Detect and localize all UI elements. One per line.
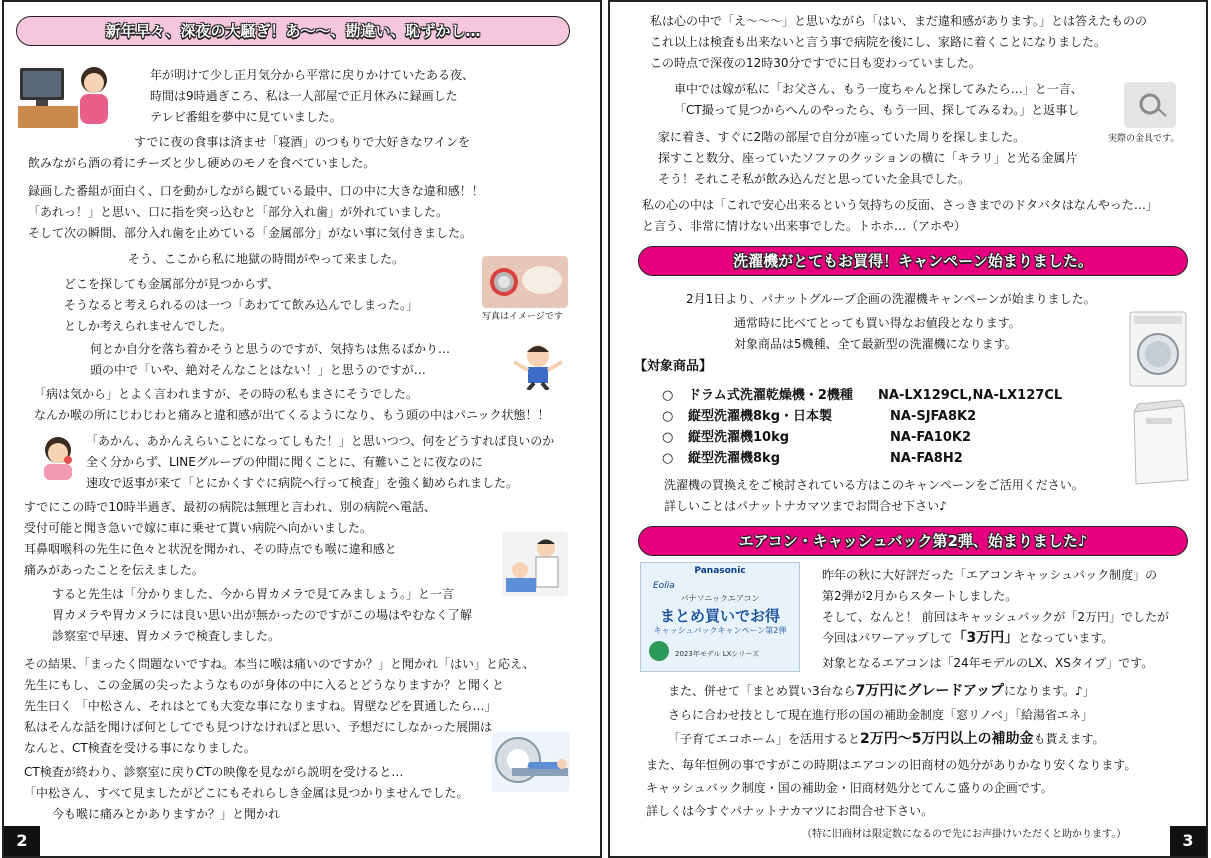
r-p4-line1: 私の心の中は「これで安心出来るという気持ちの反面、さっきまでのドタバタはなんやった…」 [642, 198, 1158, 212]
r-p3-line2: 探すこと数分、座っていたソファのクッションの横に「キラリ」と光る金属片 [658, 151, 1078, 165]
page-number-left: 2 [4, 826, 40, 856]
p1-line3: テレビ番組を夢中に見ていました。 [150, 110, 342, 124]
p11-line4: 私はそんな話を聞けば何としてでも見つけなければと思い、予想だにしなかった展開は [24, 720, 493, 734]
flyer-product: Eolia [653, 581, 675, 591]
r-p3-line3: そう！それこそ私が飲み込んだと思っていた金具でした。 [658, 172, 971, 186]
aircon-title-bar [638, 526, 1188, 556]
p11-line1: その結果、「まったく問題ないですね。本当に喉は痛いのですか？」と聞かれ「はい」と応え、 [24, 657, 535, 671]
product-name: ドラム式洗濯乾燥機・2機種 [688, 388, 853, 403]
p3-line2: 「あれっ！」と思い、口に指を突っ込むと「部分入れ歯」が外れていました。 [28, 205, 449, 219]
product-row [662, 388, 1062, 404]
p9-line2: 受付可能と聞き急いで嫁に車に乗せて貰い病院へ向かいました。 [24, 521, 373, 535]
r-p1-line3: この時点で深夜の12時30分ですでに日も変わっていました。 [650, 56, 981, 70]
washer-cta2: 詳しいことはパナットナカマツまでお問合せ下さい♪ [664, 499, 947, 513]
subsidy-bold: 2万円～5万円以上の補助金 [860, 731, 1034, 747]
bulk-pre: また、併せて「まとめ買い3台なら [668, 684, 856, 698]
aircon-line3: そして、なんと！ 前回はキャッシュバックが「2万円」でしたが [822, 610, 1169, 624]
p12-line2: 「中松さん、すべて見ましたがどこにもそれらしき金属は見つかりませんでした。 [24, 786, 469, 800]
aircon-line5: 対象となるエアコンは「24年モデルのLX、XSタイプ」です。 [822, 656, 1154, 670]
washer-line2: 対象商品は5機種、全て最新型の洗濯機になります。 [734, 337, 1017, 351]
washer-cta1: 洗濯機の買換えをご検討されている方はこのキャンペーンをご活用ください。 [664, 478, 1084, 492]
flyer-headline: まとめ買いでお得 [659, 607, 780, 625]
bulk-post: になります。♪」 [1003, 684, 1095, 698]
eco-logo-icon [649, 641, 669, 661]
p5-line2: そうなると考えられるのは一つ「あわてて飲み込んでしまった。」 [64, 298, 419, 312]
p2-line2: 飲みながら酒の肴にチーズと少し硬めのモノを食べていました。 [28, 156, 376, 170]
bullet-circle-icon: ○ [662, 451, 674, 466]
flyer-sub: パナソニックエアコン [680, 594, 760, 603]
left-title-bar [16, 16, 570, 46]
aircon-subsidy-line1: さらに合わせ技として現在進行形の国の補助金制度「窓リノベ」「給湯省エネ」 [668, 708, 1094, 722]
page-number-right: 3 [1170, 826, 1206, 856]
washer-line1: 通常時に比べてとっても買い得なお値段となります。 [734, 316, 1021, 330]
product-name: 縦型洗濯機8kg・日本製 [688, 409, 832, 424]
panic-man-illustration [510, 340, 566, 390]
p10-line2: 胃カメラや胃カメラには良い思い出が無かったのですがこの場はやむなく了解 [52, 608, 473, 622]
top-load-washer-photo [1126, 396, 1192, 486]
product-model: NA-FA10K2 [890, 430, 971, 445]
denture-photo [482, 256, 568, 308]
aircon-closing2: キャッシュバック制度・国の補助金・旧商材処分とてんこ盛りの企画です。 [646, 781, 1053, 795]
left-page [2, 0, 602, 858]
p7-line1: 「病は気から」とよく言われますが、その時の私もまさにそうでした。 [34, 387, 419, 401]
r-p3-line1: 家に着き、すぐに2階の部屋で自分が座っていた周りを探しました。 [658, 130, 1026, 144]
aircon-line4-tail: となっています。 [1018, 631, 1114, 645]
p6-line2: 頭の中で「いや、絶対そんなことはない！」と思うのですが… [90, 363, 426, 377]
flyer-brand: Panasonic [694, 566, 746, 576]
aircon-line4 [822, 631, 1113, 645]
aircon-line2: 第2弾が2月からスタートしました。 [822, 589, 1018, 603]
product-row [662, 430, 971, 446]
aircon-line1: 昨年の秋に大好評だった「エアコンキャッシュバック制度」の [822, 568, 1158, 582]
r-p2-line2: 「CT撮って見つからへんのやったら、もう一回、探してみるわ。」と返事し [674, 103, 1080, 117]
caption-clasp: 実際の金具です。 [1108, 134, 1180, 144]
doctor-examining-illustration [502, 532, 568, 596]
product-model: NA-SJFA8K2 [890, 409, 977, 424]
p10-line1: すると先生は「分かりました、今から胃カメラで見てみましょう。」と一言 [52, 587, 455, 601]
p1-line1: 年が明けて少し正月気分から平常に戻りかけていたある夜、 [150, 68, 475, 82]
product-model: NA-FA8H2 [890, 451, 963, 466]
p8-line2: 全く分からず、LINEグループの仲間に聞くことに、有難いことに夜なのに [86, 455, 483, 469]
p12-line3: 今も喉に痛みとかありますか？」と聞かれ [52, 807, 281, 821]
p11-line5: なんと、CT検査を受ける事になりました。 [24, 741, 256, 755]
target-label: 【対象商品】 [634, 359, 713, 374]
aircon-line4-text: 今回はパワーアップして [822, 631, 953, 645]
aircon-subsidy-line2 [668, 732, 1105, 746]
caption-image: 写真はイメージです [482, 312, 563, 322]
product-row [662, 451, 963, 467]
product-name: 縦型洗濯機10kg [688, 430, 790, 445]
p3-line3: そして次の瞬間、部分入れ歯を止めている「金属部分」がない事に気付きました。 [28, 226, 473, 240]
p9-line1: すでにこの時で10時半過ぎ、最初の病院は無理と言われ、別の病院へ電話、 [24, 500, 436, 514]
p2-line1: すでに夜の食事は済ませ「寝酒」のつもりで大好きなワインを [134, 135, 471, 149]
p12-line1: CT検査が終わり、診察室に戻りCTの映像を見ながら説明を受けると… [24, 765, 404, 779]
p3-line1: 録画した番組が面白く、口を動かしながら観ている最中、口の中に大きな違和感！！ [28, 184, 484, 198]
p5-line1: どこを探しても金属部分が見つからず、 [64, 277, 280, 291]
aircon-bulk-line [668, 684, 1095, 698]
aircon-closing3: 詳しくは今すぐパナットナカマツにお問合せ下さい。 [646, 804, 934, 818]
p11-line2: 先生にもし、この金属の尖ったようなものが身体の中に入るとどうなりますか？と聞くと [24, 678, 505, 692]
woman-watching-tv-illustration [18, 58, 116, 130]
r-p4-line2: と言う、非常に情けない出来事でした。トホホ…（アホや） [642, 219, 967, 233]
sick-woman-illustration [34, 432, 82, 480]
aircon-flyer [640, 562, 800, 672]
washer-title-bar [638, 246, 1188, 276]
flyer-foot: 2023年モデル LXシリーズ [675, 650, 760, 658]
flyer-campaign: キャッシュバックキャンペーン第2弾 [653, 626, 787, 635]
aircon-3man-yen: 「3万円」 [952, 630, 1019, 646]
p10-line3: 診察室で早速、胃カメラで検査しました。 [52, 629, 281, 643]
p8-line3: 速攻で返事が来て「とにかくすぐに病院へ行って検査」を強く勧められました。 [86, 476, 519, 490]
washer-intro: 2月1日より、パナットグループ企画の洗濯機キャンペーンが始まりました。 [686, 292, 1096, 306]
p5-line3: としか考えられませんでした。 [64, 319, 233, 333]
p4: そう、ここから私に地獄の時間がやって来ました。 [128, 252, 405, 266]
metal-clasp-photo [1124, 82, 1176, 128]
r-p1-line1: 私は心の中で「え～～～」と思いながら「はい、まだ違和感があります。」とは答えたものの [650, 14, 1148, 28]
bulk-bold: 7万円にグレードアップ [855, 683, 1004, 699]
subsidy-pre: 「子育てエコホーム」を活用すると [668, 732, 861, 746]
p6-line1: 何とか自分を落ち着かそうと思うのですが、気持ちは焦るばかり… [90, 342, 451, 356]
product-model: NA-LX129CL,NA-LX127CL [878, 388, 1063, 403]
right-page [608, 0, 1208, 858]
bullet-circle-icon: ○ [662, 409, 674, 424]
r-p2-line1: 車中では嫁が私に「お父さん、もう一度ちゃんと探してみたら…」と一言、 [674, 82, 1083, 96]
r-p1-line2: これ以上は検査も出来ないと言う事で病院を後にし、家路に着くことになりました。 [650, 35, 1107, 49]
left-title: 新年早々、深夜の大騒ぎ！あ～～、勘違い、恥ずかし… [105, 22, 481, 40]
p9-line3: 耳鼻咽喉科の先生に色々と状況を聞かれ、その時点でも喉に違和感と [24, 542, 397, 556]
ct-scanner-illustration [492, 732, 570, 792]
p1-line2: 時間は9時過ぎころ、私は一人部屋で正月休みに録画した [150, 89, 458, 103]
subsidy-post: も貰えます。 [1033, 732, 1105, 746]
aircon-note: （特に旧商材は限定数になるので先にお声掛けいただくと助かります。） [802, 829, 1127, 840]
p9-line4: 痛みがあったことを伝えました。 [24, 563, 204, 577]
aircon-closing1: また、毎年恒例の事ですがこの時期はエアコンの旧商材の処分がありかなり安くなります。 [646, 758, 1137, 772]
p8-line1: 「あかん、あかんえらいことになってしもた！」と思いつつ、何をどうすれば良いのか [86, 434, 555, 448]
p7-line2: なんか喉の所にじわじわと痛みと違和感が出てくるようになり、もう頭の中はパニック状態！！ [34, 408, 550, 422]
bullet-circle-icon: ○ [662, 388, 674, 403]
bullet-circle-icon: ○ [662, 430, 674, 445]
drum-washer-photo [1126, 310, 1190, 388]
washer-title: 洗濯機がとてもお買得！キャンペーン始まりました。 [733, 252, 1093, 270]
p11-line3: 先生曰く 「中松さん、それはとても大変な事になりますね。胃壁などを貫通したら…」 [24, 699, 497, 713]
aircon-title: エアコン・キャッシュバック第2弾、始まりました♪ [738, 532, 1088, 550]
product-row [662, 409, 976, 425]
product-name: 縦型洗濯機8kg [688, 451, 780, 466]
